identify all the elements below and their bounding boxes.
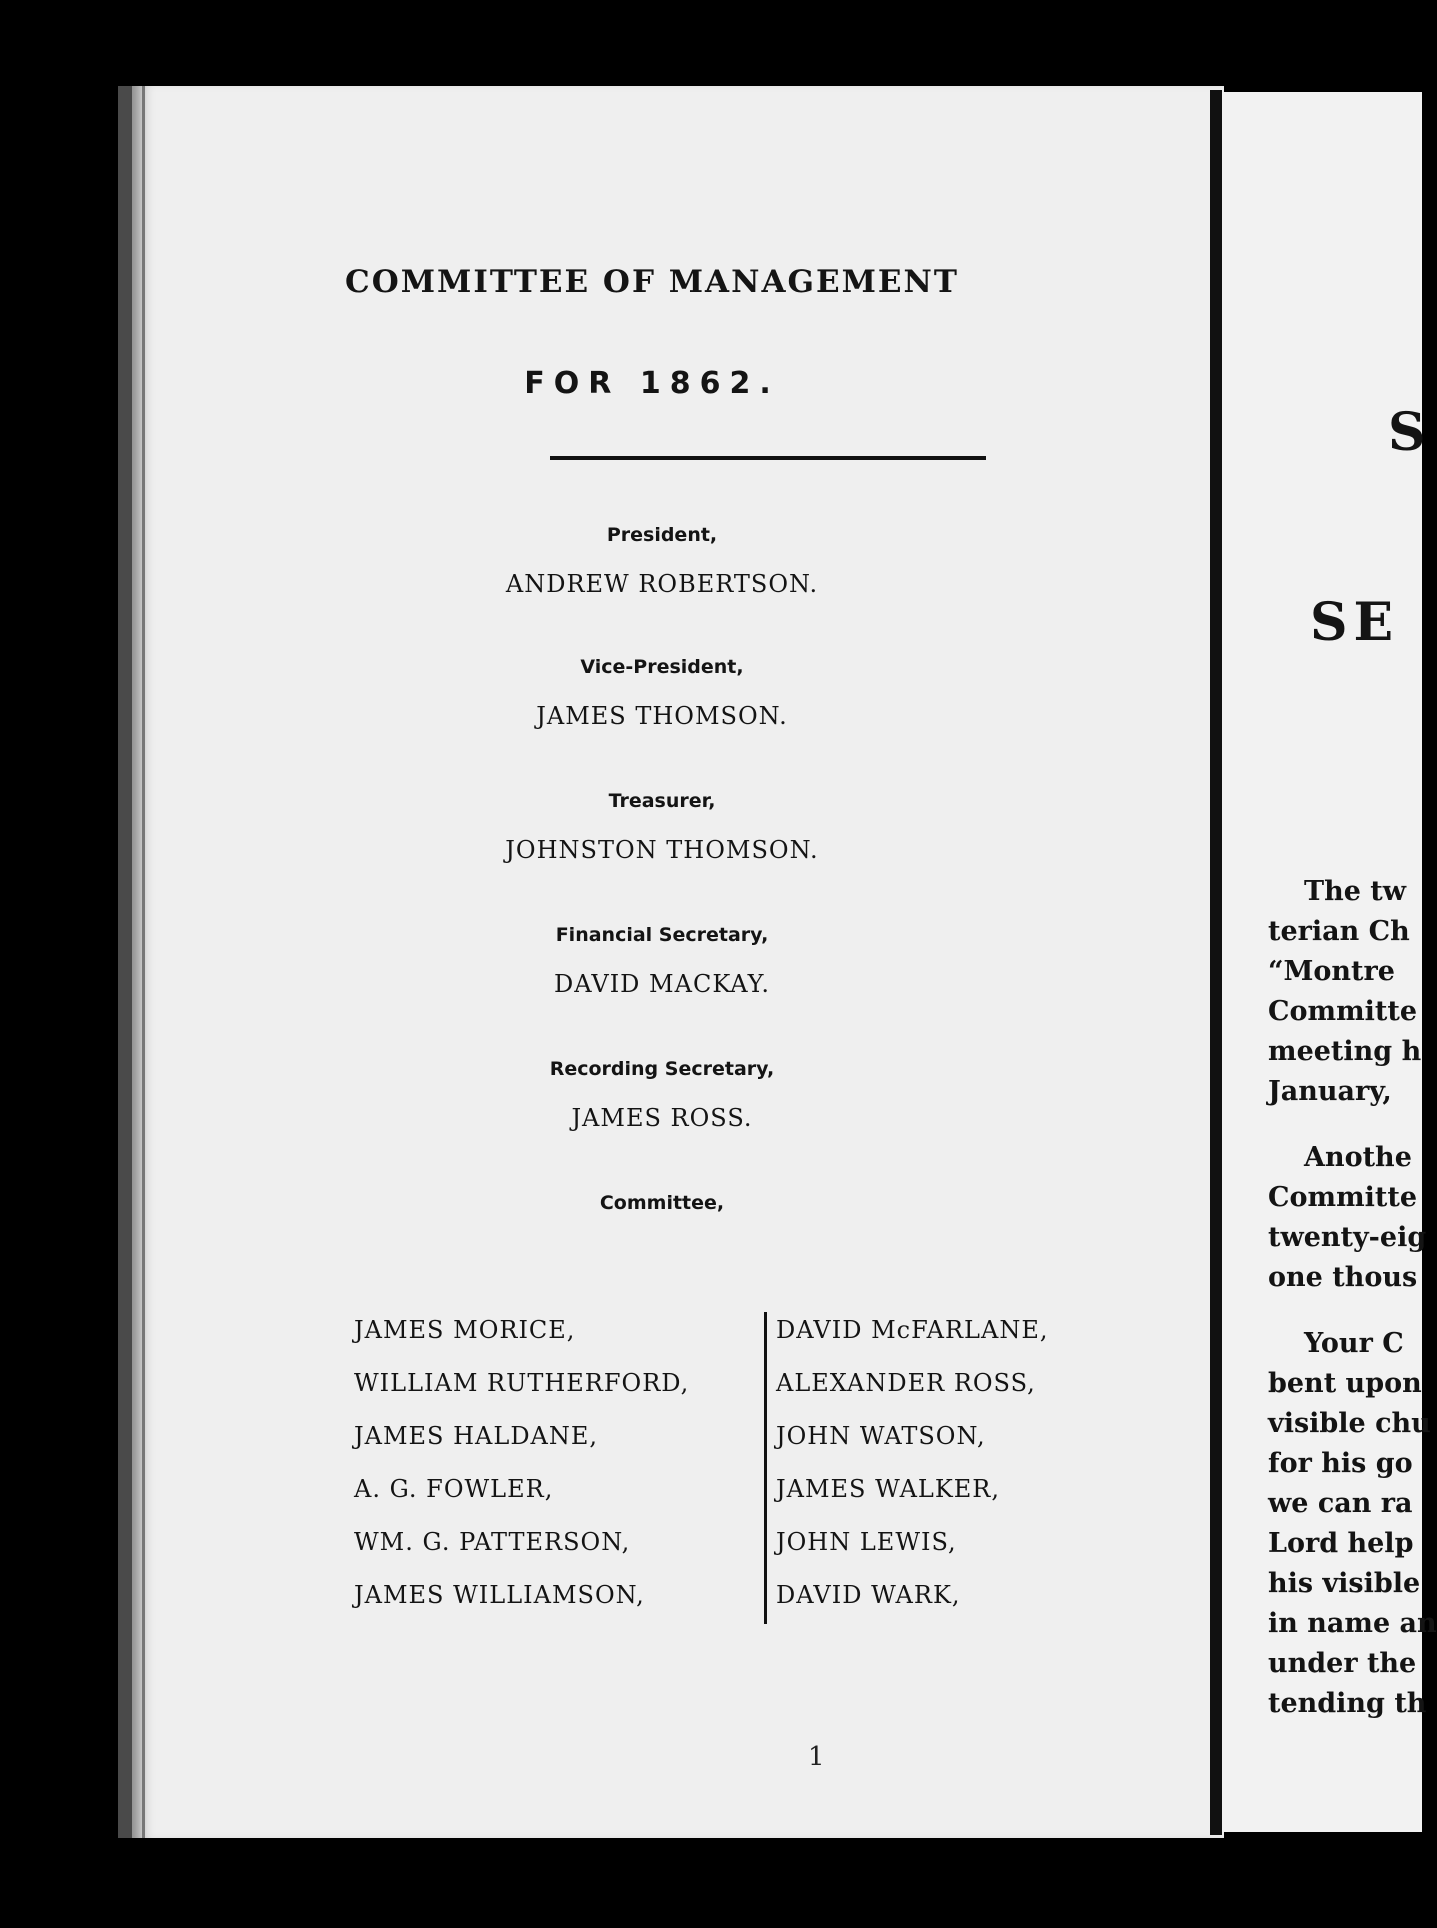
committee-list-left: [354, 1304, 689, 1622]
column-divider: [764, 1312, 767, 1624]
committee-member: JOHN LEWIS,: [776, 1528, 957, 1556]
committee-member: JAMES MORICE,: [354, 1316, 576, 1344]
role-president: President,: [606, 524, 718, 546]
text-line: January,: [1268, 1076, 1392, 1107]
role-treasurer: Treasurer,: [608, 790, 716, 812]
text-line: Lord help: [1268, 1528, 1414, 1559]
role-recording-secretary: Recording Secretary,: [549, 1058, 775, 1080]
committee-member: JAMES WALKER,: [776, 1475, 1001, 1503]
right-page-heading-fragment: SE: [1310, 592, 1400, 653]
left-page: [118, 86, 1224, 1838]
committee-member: ALEXANDER ROSS,: [776, 1369, 1036, 1397]
name-treasurer: JOHNSTON THOMSON.: [505, 836, 819, 864]
text-line: Your C: [1304, 1328, 1404, 1359]
committee-member: JAMES HALDANE,: [354, 1422, 599, 1450]
text-line: in name an: [1268, 1608, 1437, 1639]
text-line: for his go: [1268, 1448, 1413, 1479]
text-line: “Montre: [1268, 956, 1395, 987]
text-line: Anothe: [1304, 1142, 1412, 1173]
committee-list-right: [776, 1304, 1048, 1622]
role-financial-secretary: Financial Secretary,: [555, 924, 769, 946]
text-line: tending th: [1268, 1688, 1427, 1719]
page-folio: 1: [808, 1742, 825, 1772]
text-line: The tw: [1304, 876, 1407, 907]
committee-member: DAVID McFARLANE,: [776, 1316, 1049, 1344]
right-page: [1222, 92, 1437, 1832]
name-recording-secretary: JAMES ROSS.: [571, 1104, 753, 1132]
committee-member: DAVID WARK,: [776, 1581, 961, 1609]
page-title: COMMITTEE OF MANAGEMENT: [345, 264, 959, 300]
page-subtitle: FOR 1862.: [524, 366, 780, 401]
role-vice-president: Vice-President,: [580, 656, 744, 678]
committee-member: A. G. FOWLER,: [354, 1475, 554, 1503]
committee-label: Committee,: [599, 1192, 725, 1214]
text-line: meeting h: [1268, 1036, 1422, 1067]
committee-member: WM. G. PATTERSON,: [354, 1528, 631, 1556]
text-line: terian Ch: [1268, 916, 1410, 947]
committee-member: WILLIAM RUTHERFORD,: [354, 1369, 690, 1397]
name-financial-secretary: DAVID MACKAY.: [553, 970, 771, 998]
text-line: twenty-eig: [1268, 1222, 1427, 1253]
text-line: bent upon: [1268, 1368, 1422, 1399]
committee-member: JAMES WILLIAMSON,: [354, 1581, 645, 1609]
text-line: we can ra: [1268, 1488, 1413, 1519]
right-page-top-mark: S: [1388, 402, 1426, 463]
text-line: Committe: [1268, 1182, 1418, 1213]
text-line: under the: [1268, 1648, 1417, 1679]
text-line: one thous: [1268, 1262, 1418, 1293]
text-line: visible chu: [1268, 1408, 1431, 1439]
name-president: ANDREW ROBERTSON.: [505, 570, 819, 598]
text-line: Committe: [1268, 996, 1418, 1027]
text-line: his visible: [1268, 1568, 1421, 1599]
name-vice-president: JAMES THOMSON.: [536, 702, 788, 730]
committee-member: JOHN WATSON,: [776, 1422, 986, 1450]
page-gutter: [1210, 90, 1222, 1835]
right-page-text: [1268, 872, 1437, 1724]
title-rule: [550, 456, 986, 460]
